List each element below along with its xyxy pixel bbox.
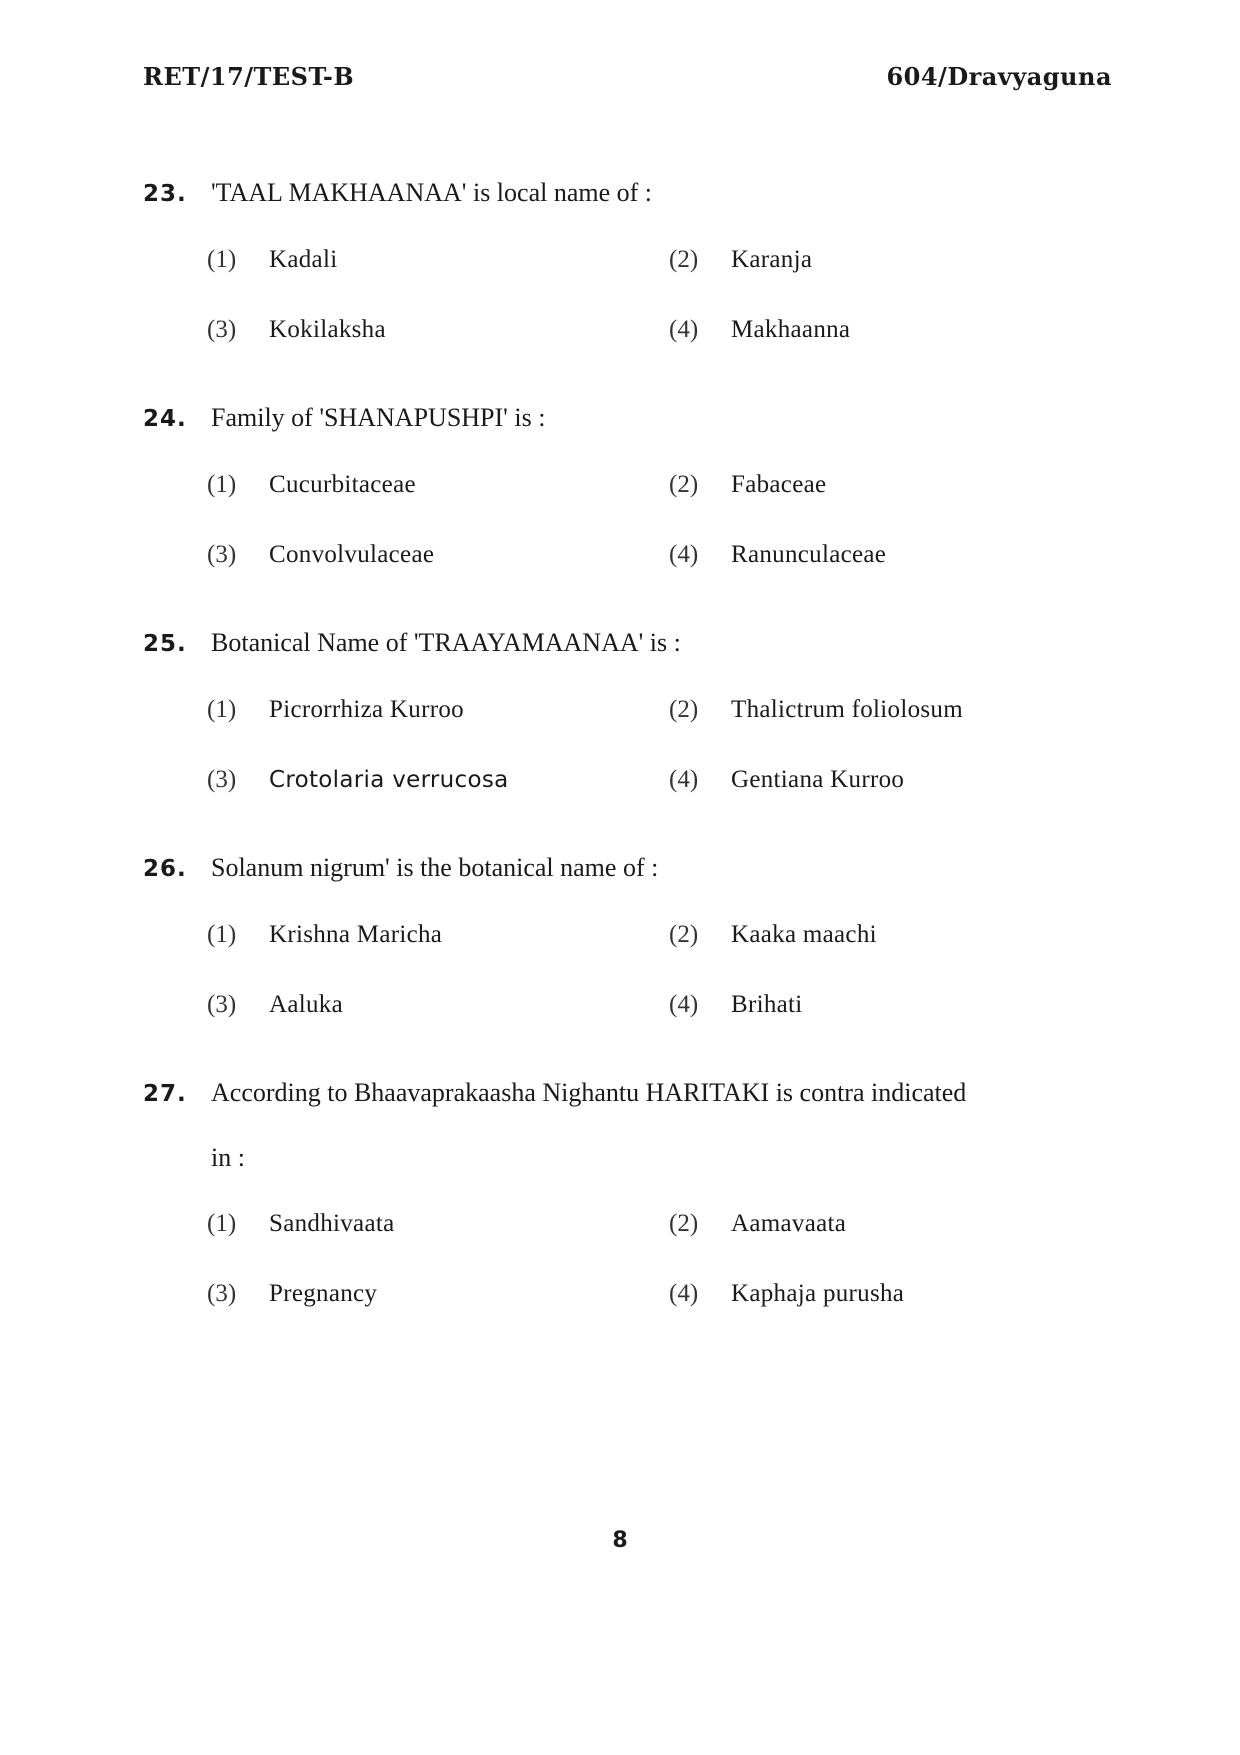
option-text: Makhaanna: [731, 316, 851, 343]
option-number: (1): [207, 471, 237, 498]
option-text: Thalictrum foliolosum: [731, 696, 963, 723]
option-number: (4): [669, 1280, 699, 1307]
option-4: [669, 1277, 1089, 1311]
option-3: [207, 1277, 669, 1311]
option-number: (3): [207, 1280, 237, 1307]
option-number: (2): [669, 471, 699, 498]
option-number: (4): [669, 766, 699, 793]
question-23: [143, 176, 1123, 347]
question-stem: [143, 176, 1123, 211]
options-grid: [207, 243, 1123, 347]
option-text: Crotolaria verrucosa: [269, 767, 509, 793]
option-number: (2): [669, 696, 699, 723]
option-text: Pregnancy: [269, 1280, 378, 1307]
question-number: 23.: [143, 181, 187, 207]
option-text: Convolvulaceae: [269, 541, 435, 568]
option-number: (3): [207, 316, 237, 343]
option-3: [207, 988, 669, 1022]
question-number: 26.: [143, 856, 187, 882]
question-27: [143, 1076, 1123, 1311]
option-3: [207, 538, 669, 572]
page-number: 8: [612, 1528, 628, 1553]
option-4: [669, 313, 1089, 347]
page-header: [143, 56, 1112, 96]
option-1: [207, 918, 669, 952]
question-25: [143, 626, 1123, 797]
question-text: 'TAAL MAKHAANAA' is local name of :: [211, 178, 653, 207]
option-2: [669, 1207, 1089, 1241]
question-number: 25.: [143, 631, 187, 657]
option-text: Karanja: [731, 246, 813, 273]
question-number: 24.: [143, 406, 187, 432]
paper-code: RET/17/TEST-B: [143, 61, 355, 91]
option-text: Kaphaja purusha: [731, 1280, 905, 1307]
question-text: Solanum nigrum' is the botanical name of :: [211, 853, 659, 882]
option-text: Sandhivaata: [269, 1210, 395, 1237]
question-26: [143, 851, 1123, 1022]
option-text: Kokilaksha: [269, 316, 386, 343]
option-text: Krishna Maricha: [269, 921, 443, 948]
option-number: (1): [207, 1210, 237, 1237]
option-1: [207, 243, 669, 277]
option-1: [207, 693, 669, 727]
option-text: Picrorrhiza Kurroo: [269, 696, 464, 723]
option-1: [207, 1207, 669, 1241]
option-number: (4): [669, 991, 699, 1018]
option-text: Brihati: [731, 991, 803, 1018]
option-text: Kaaka maachi: [731, 921, 877, 948]
options-grid: [207, 693, 1123, 797]
option-number: (4): [669, 316, 699, 343]
option-number: (4): [669, 541, 699, 568]
question-number: 27.: [143, 1081, 187, 1107]
option-2: [669, 468, 1089, 502]
option-1: [207, 468, 669, 502]
option-number: (2): [669, 246, 699, 273]
option-4: [669, 988, 1089, 1022]
question-stem: [143, 401, 1123, 436]
question-stem: [143, 626, 1123, 661]
option-text: Gentiana Kurroo: [731, 766, 905, 793]
option-4: [669, 538, 1089, 572]
options-grid: [207, 918, 1123, 1022]
option-4: [669, 763, 1089, 797]
option-text: Ranunculaceae: [731, 541, 887, 568]
option-text: Aamavaata: [731, 1210, 847, 1237]
option-number: (1): [207, 246, 237, 273]
option-2: [669, 693, 1089, 727]
option-number: (3): [207, 541, 237, 568]
question-list: [143, 176, 1123, 1365]
option-number: (1): [207, 696, 237, 723]
question-text: According to Bhaavaprakaasha Nighantu HARITAKI is contra indicated: [211, 1078, 967, 1107]
question-stem: [143, 851, 1123, 886]
options-grid: [207, 1207, 1123, 1311]
option-text: Cucurbitaceae: [269, 471, 416, 498]
question-24: [143, 401, 1123, 572]
option-2: [669, 918, 1089, 952]
option-text: Aaluka: [269, 991, 343, 1018]
subject-code: 604/Dravyaguna: [886, 61, 1112, 91]
option-number: (1): [207, 921, 237, 948]
option-text: Fabaceae: [731, 471, 827, 498]
option-text: Kadali: [269, 246, 338, 273]
question-text: Family of 'SHANAPUSHPI' is :: [211, 403, 546, 432]
option-number: (2): [669, 1210, 699, 1237]
option-2: [669, 243, 1089, 277]
question-text: Botanical Name of 'TRAAYAMAANAA' is :: [211, 628, 681, 657]
option-number: (2): [669, 921, 699, 948]
option-number: (3): [207, 991, 237, 1018]
question-text-continued: in :: [211, 1143, 245, 1172]
question-stem: [143, 1076, 1123, 1111]
options-grid: [207, 468, 1123, 572]
option-number: (3): [207, 766, 237, 793]
option-3: [207, 313, 669, 347]
option-3: [207, 763, 669, 797]
